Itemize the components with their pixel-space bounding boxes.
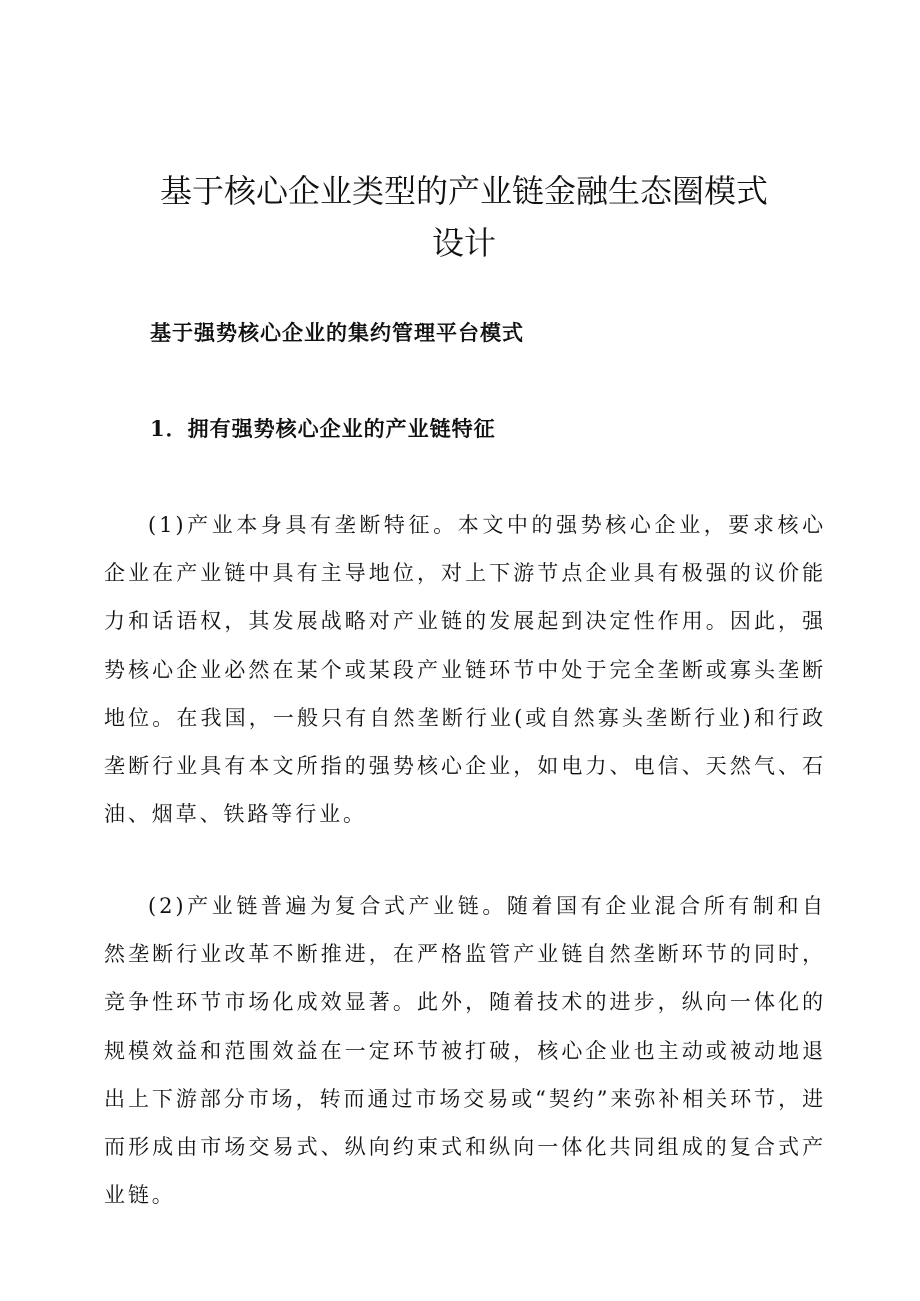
section-heading: 基于强势核心企业的集约管理平台模式 [150, 320, 524, 345]
paragraph-2: (2)产业链普遍为复合式产业链。随着国有企业混合所有制和自然垄断行业改革不断推进，在严格监管产业链自然垄断环节的同时，竞争性环节市场化成效显著。此外，随着技术的进步，纵向一体化的规模效益和范围效益在一定环节被打破，核心企业也主动或被动地退出上下游部分市场，转而通过市场交易或“契约”来弥补相关环节，进而形成由市场交易式、纵向约束式和纵向一体化共同组成的复合式产业链。 [104, 894, 826, 1208]
paragraph-1: (1)产业本身具有垄断特征。本文中的强势核心企业，要求核心企业在产业链中具有主导地位，对上下游节点企业具有极强的议价能力和话语权，其发展战略对产业链的发展起到决定性作用。因此，强势核心企业必然在某个或某段产业链环节中处于完全垄断或寡头垄断地位。在我国，一般只有自然垄断行业(或自然寡头垄断行业)和行政垄断行业具有本文所指的强势核心企业，如电力、电信、天然气、石油、烟草、铁路等行业。 [104, 513, 826, 827]
subsection-heading: 1．拥有强势核心企业的产业链特征 [150, 416, 496, 441]
document-title: 基于核心企业类型的产业链金融生态圈模式设计 [159, 172, 768, 262]
